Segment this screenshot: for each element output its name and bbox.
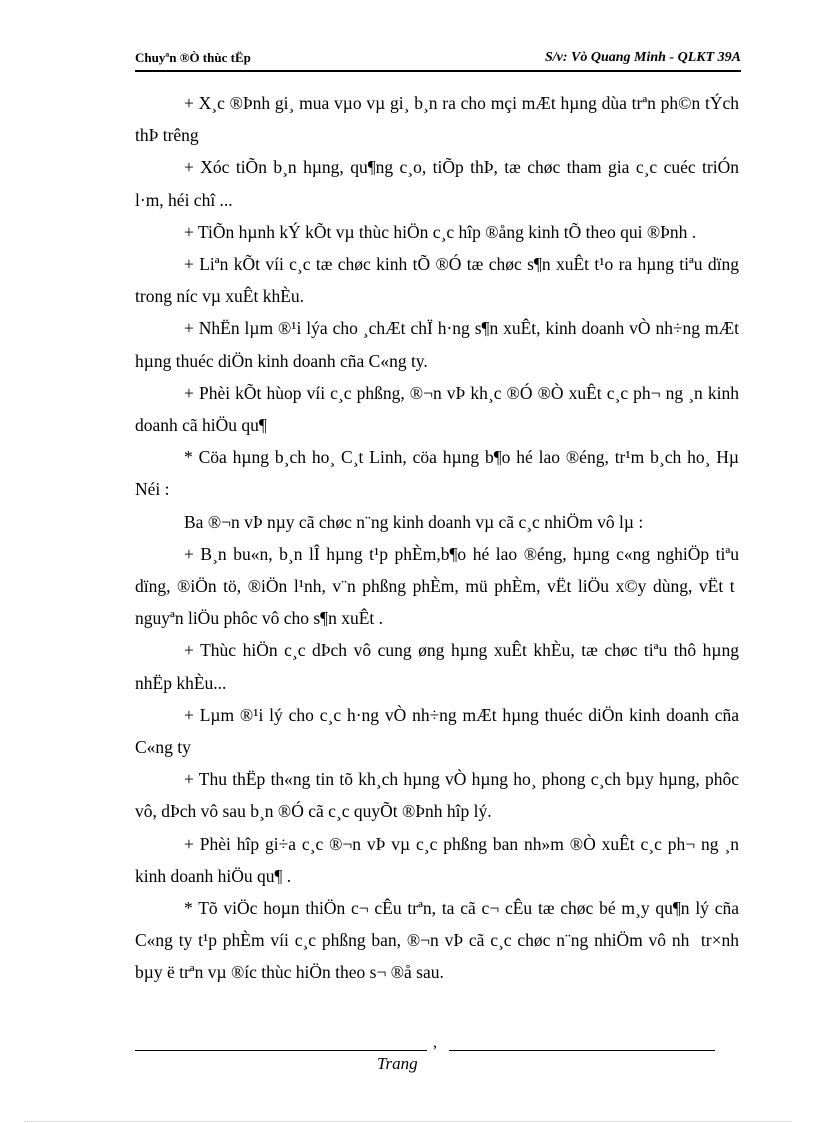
paragraph: + Thu thËp th«ng tin tõ kh¸ch hµng vÒ hµng ho¸ phong c¸ch bµy hµng, phôc vô, dÞch vô sau b¸n ®Ó cã c¸c quyÕt ®Þnh hîp lý. bbox=[135, 769, 739, 822]
paragraph: + B¸n bu«n, b¸n lÎ hµng t¹p phÈm,b¶o hé lao ®éng, hµng c«ng nghiÖp tiªu dïng, ®iÖn tö, ®iÖn l¹nh, v¨n phßng phÈm, mü phÈm, vËt liÖu x©y dùng, vËt t nguyªn liÖu phôc vô cho s¶n xuÊt . bbox=[135, 543, 739, 629]
header-rule bbox=[135, 70, 741, 72]
document-body bbox=[135, 87, 739, 989]
paragraph: + Liªn kÕt víi c¸c tæ chøc kinh tÕ ®Ó tæ chøc s¶n xuÊt t¹o ra hµng tiªu dïng trong níc vµ xuÊt khÈu. bbox=[135, 254, 739, 307]
paragraph: + X¸c ®Þnh gi¸ mua vµo vµ gi¸ b¸n ra cho mçi mÆt hµng dùa trªn ph©n tÝch thÞ trêng bbox=[135, 93, 739, 146]
paragraph: + Phèi kÕt hùop víi c¸c phßng, ®¬n vÞ kh¸c ®Ó ®Ò xuÊt c¸c ph¬ ng ¸n kinh doanh cã hiÖu qu¶ bbox=[135, 382, 739, 436]
paragraph: + Xóc tiÕn b¸n hµng, qu¶ng c¸o, tiÕp thÞ, tæ chøc tham gia c¸c cuéc triÓn l·m, héi chî ... bbox=[135, 157, 739, 210]
footer-page-label: Trang bbox=[377, 1054, 418, 1073]
footer-rule-left bbox=[135, 1050, 427, 1051]
paragraph: + Thùc hiÖn c¸c dÞch vô cung øng hµng xuÊt khÈu, tæ chøc tiªu thô hµng nhËp khÈu... bbox=[135, 640, 739, 693]
paragraph: + NhËn lµm ®¹i lýa cho ¸chÆt chÏ h·ng s¶n xuÊt, kinh doanh vÒ nh÷ng mÆt hµng thuéc diÖn kinh doanh cña C«ng ty. bbox=[135, 318, 739, 371]
paragraph: Ba ®¬n vÞ nµy cã chøc n¨ng kinh doanh vµ cã c¸c nhiÖm vô lµ : bbox=[184, 511, 644, 532]
header-author: S/v: Vò Quang Minh - QLKT 39A bbox=[544, 50, 741, 65]
footer-comma: , bbox=[433, 1034, 437, 1051]
header-title: Chuyªn ®Ò thùc tËp bbox=[135, 50, 251, 65]
paragraph: + Phèi hîp gi÷a c¸c ®¬n vÞ vµ c¸c phßng ban nh»m ®Ò xuÊt c¸c ph¬ ng ¸n kinh doanh hiÖu qu¶ . bbox=[135, 833, 739, 886]
paragraph: * Tõ viÖc hoµn thiÖn c¬ cÊu trªn, ta cã c¬ cÊu tæ chøc bé m¸y qu¶n lý cña C«ng ty t¹p phÈm víi c¸c phßng ban, ®¬n vÞ cã c¸c chøc n¨ng nhiÖm vô nh tr×nh bµy ë trªn vµ ®íc thùc hiÖn theo s¬ ®å sau. bbox=[135, 898, 739, 983]
paragraph: * Cöa hµng b¸ch ho¸ C¸t Linh, cöa hµng b¶o hé lao ®éng, tr¹m b¸ch ho¸ Hµ Néi : bbox=[135, 447, 739, 500]
paragraph: + Lµm ®¹i lý cho c¸c h·ng vÒ nh÷ng mÆt hµng thuéc diÖn kinh doanh cña C«ng ty bbox=[135, 704, 739, 758]
page-edge-dotted-line bbox=[24, 1121, 792, 1122]
page-header bbox=[135, 50, 741, 70]
paragraph: + TiÕn hµnh kÝ kÕt vµ thùc hiÖn c¸c hîp ®ång kinh tÕ theo qui ®Þnh . bbox=[184, 221, 697, 242]
footer-rule-right bbox=[449, 1050, 715, 1051]
